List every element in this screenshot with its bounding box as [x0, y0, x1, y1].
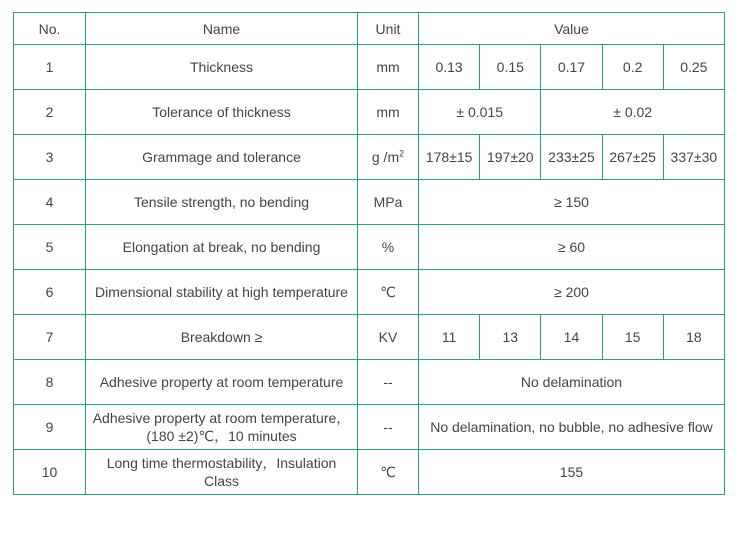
- row-name: Thickness: [86, 45, 358, 90]
- table-row: [14, 360, 725, 405]
- row-unit: --: [358, 360, 419, 405]
- row-unit: ℃: [358, 270, 419, 315]
- table-row: [14, 180, 725, 225]
- row-value: 155: [419, 450, 725, 495]
- row-no: 4: [14, 180, 86, 225]
- row-no: 1: [14, 45, 86, 90]
- row-value: No delamination, no bubble, no adhesive flow: [419, 405, 725, 450]
- table-row: [14, 225, 725, 270]
- table-row: [14, 405, 725, 450]
- row-value: 267±25: [602, 135, 663, 180]
- row-no: 2: [14, 90, 86, 135]
- row-unit: [358, 135, 419, 180]
- row-unit: ℃: [358, 450, 419, 495]
- row-value: 0.15: [480, 45, 541, 90]
- row-value: 0.13: [419, 45, 480, 90]
- row-name: Long time thermostability，Insulation Class: [86, 450, 358, 495]
- row-value: 0.2: [602, 45, 663, 90]
- table-row: [14, 45, 725, 90]
- unit-text: g /m: [371, 149, 400, 165]
- header-value: Value: [419, 13, 725, 45]
- row-value: ≥ 200: [419, 270, 725, 315]
- row-unit: mm: [358, 90, 419, 135]
- row-value: ± 0.02: [541, 90, 725, 135]
- row-no: 10: [14, 450, 86, 495]
- row-value: 197±20: [480, 135, 541, 180]
- row-unit: KV: [358, 315, 419, 360]
- row-unit: %: [358, 225, 419, 270]
- row-name: Dimensional stability at high temperature: [86, 270, 358, 315]
- row-no: 6: [14, 270, 86, 315]
- header-no: No.: [14, 13, 86, 45]
- row-unit: mm: [358, 45, 419, 90]
- row-name: Adhesive property at room temperature: [86, 360, 358, 405]
- table-row: [14, 450, 725, 495]
- row-name: Tensile strength, no bending: [86, 180, 358, 225]
- row-no: 5: [14, 225, 86, 270]
- row-no: 8: [14, 360, 86, 405]
- row-name: Grammage and tolerance: [86, 135, 358, 180]
- row-no: 9: [14, 405, 86, 450]
- table-row: [14, 135, 725, 180]
- row-unit: --: [358, 405, 419, 450]
- row-value: 0.17: [541, 45, 602, 90]
- header-row: [14, 13, 725, 45]
- row-name: Breakdown ≥: [86, 315, 358, 360]
- table-row: [14, 270, 725, 315]
- row-value: ± 0.015: [419, 90, 541, 135]
- row-no: 3: [14, 135, 86, 180]
- row-value: 337±30: [663, 135, 724, 180]
- row-value: 18: [663, 315, 724, 360]
- row-value: 15: [602, 315, 663, 360]
- specification-table: [13, 12, 725, 495]
- unit-superscript: 2: [399, 148, 405, 159]
- row-value: ≥ 150: [419, 180, 725, 225]
- row-value: 178±15: [419, 135, 480, 180]
- row-unit: MPa: [358, 180, 419, 225]
- row-value: 233±25: [541, 135, 602, 180]
- row-value: 0.25: [663, 45, 724, 90]
- row-value: No delamination: [419, 360, 725, 405]
- header-name: Name: [86, 13, 358, 45]
- row-value: 13: [480, 315, 541, 360]
- row-value: 11: [419, 315, 480, 360]
- row-value: 14: [541, 315, 602, 360]
- row-name: Elongation at break, no bending: [86, 225, 358, 270]
- row-name: Adhesive property at room temperature，(180 ±2)℃，10 minutes: [86, 405, 358, 450]
- row-name: Tolerance of thickness: [86, 90, 358, 135]
- table-row: [14, 315, 725, 360]
- header-unit: Unit: [358, 13, 419, 45]
- row-no: 7: [14, 315, 86, 360]
- table-row: [14, 90, 725, 135]
- row-value: ≥ 60: [419, 225, 725, 270]
